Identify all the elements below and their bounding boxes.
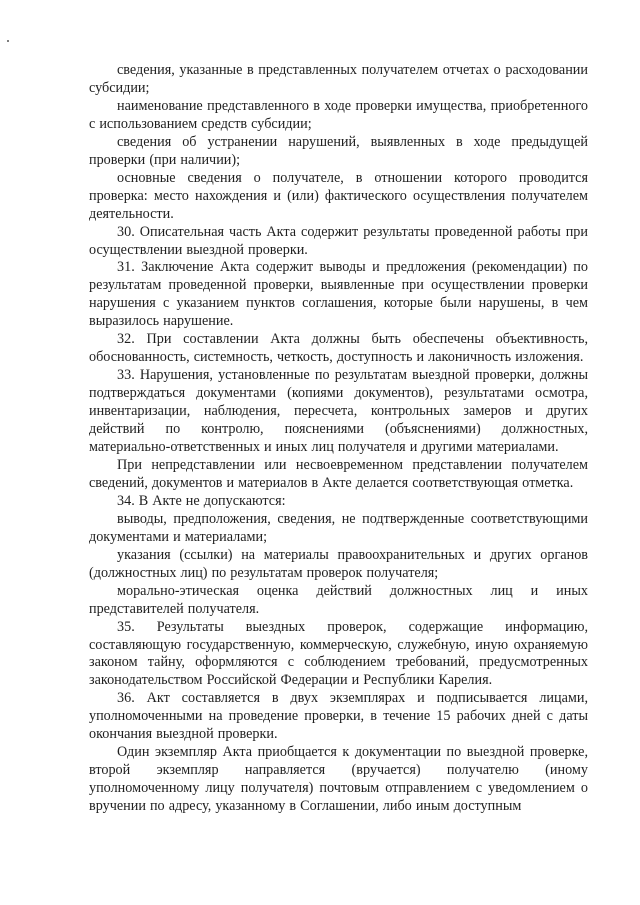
paragraph-recipient-info: основные сведения о получателе, в отношении которого проводится проверка: место нахождения и (или) фактического осуществления получателем деятельности. — [89, 169, 588, 222]
paragraph-33: 33. Нарушения, установленные по результатам выездной проверки, должны подтверждаться документами (копиями документов), результатами осмотра, инвентаризации, наблюдения, пересчета, контрольных замеров и других действий по контролю, пояснениями (объяснениями) должностных, материально-ответственных и иных лиц получателя и другими материалами. — [89, 367, 588, 456]
paragraph-34: 34. В Акте не допускаются: — [117, 492, 286, 509]
paragraph-34-references: указания (ссылки) на материалы правоохранительных и других органов (должностных лиц) по результатам проверок получателя; — [89, 546, 588, 581]
paragraph-report-info: сведения, указанные в представленных получателем отчетах о расходовании субсидии; — [89, 62, 588, 96]
scan-artifact-dot — [7, 40, 9, 42]
paragraph-30: 30. Описательная часть Акта содержит результаты проведенной работы при осуществлении выездной проверки. — [89, 223, 588, 258]
paragraph-36-copy: Один экземпляр Акта приобщается к документации по выездной проверке, второй экземпляр направляется (вручается) получателю (иному уполномоченному лицу получателя) почтовым отправлением с уведомлением о вручении по адресу, указанному в Соглашении, либо иным доступным — [89, 744, 588, 815]
paragraph-36: 36. Акт составляется в двух экземплярах и подписывается лицами, уполномоченными на проведение проверки, в течение 15 рабочих дней с даты окончания выездной проверки. — [89, 690, 588, 743]
paragraph-31: 31. Заключение Акта содержит выводы и предложения (рекомендации) по результатам проведенной проверки, выявленные при осуществлении проверки нарушения с указанием пунктов соглашения, которые были нарушены, в чем выразилось нарушение. — [89, 259, 588, 330]
paragraph-34-conclusions: выводы, предположения, сведения, не подтвержденные соответствующими документами и материалами; — [89, 510, 588, 545]
paragraph-violations-fixed: сведения об устранении нарушений, выявленных в ходе предыдущей проверки (при наличии); — [89, 133, 588, 168]
paragraph-33-note: При непредставлении или несвоевременном представлении получателем сведений, документов и материалов в Акте делается соответствующая отметка. — [89, 456, 588, 491]
paragraph-34-ethics: морально-этическая оценка действий должностных лиц и иных представителей получателя. — [89, 582, 588, 617]
paragraph-property-name: наименование представленного в ходе проверки имущества, приобретенного с использованием средств субсидии; — [89, 97, 588, 132]
document-body — [89, 62, 588, 816]
paragraph-32: 32. При составлении Акта должны быть обеспечены объективность, обоснованность, системность, четкость, доступность и лаконичность изложения. — [89, 331, 588, 366]
paragraph-35: 35. Результаты выездных проверок, содержащие информацию, составляющую государственную, коммерческую, служебную, иную охраняемую законом тайну, оформляются с соблюдением требований, предусмотренных законодательством Российской Федерации и Республики Карелия. — [89, 618, 588, 689]
